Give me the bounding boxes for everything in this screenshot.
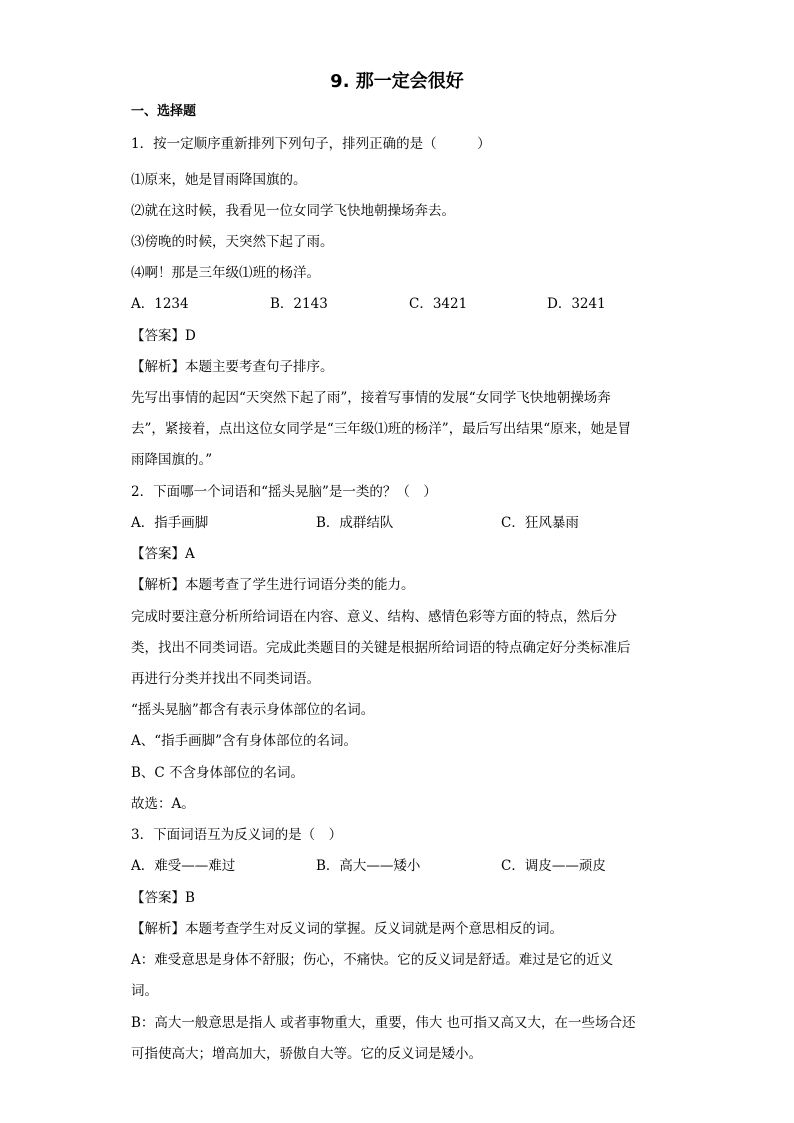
q3-explanation-line-4: 可指使高大；增高加大，骄傲自大等。它的反义词是矮小。 [131,1046,482,1062]
q2-option-b: B．成群结队 [316,515,394,531]
q1-explanation-line-1: 先写出事情的起因“天突然下起了雨”，接着写事情的发展“女同学飞快地朝操场奔 [131,390,611,406]
q1-sentence-1: ⑴原来，她是冒雨降国旗的。 [131,172,307,188]
q2-explanation-line-5: A、“指手画脚”含有身体部位的名词。 [131,733,358,749]
q2-explanation-line-1: 完成时要注意分析所给词语在内容、意义、结构、感情色彩等方面的特点，然后分 [131,609,617,625]
q1-answer: 【答案】D [131,328,196,344]
q2-analysis: 【解析】本题考查了学生进行词语分类的能力。 [131,577,415,593]
q1-sentence-3: ⑶傍晚的时候，天突然下起了雨。 [131,234,334,250]
q2-explanation-line-3: 再进行分类并找出不同类词语。 [131,671,320,687]
q2-option-c: C．狂风暴雨 [501,515,579,531]
q1-option-d: D．3241 [547,296,606,312]
q3-explanation-line-3: B：高大一般意思是指人 或者事物重大，重要，伟大 也可指又高又大，在一些场合还 [131,1015,636,1031]
q3-answer: 【答案】B [131,890,195,906]
q2-explanation-line-6: B、C 不含身体部位的名词。 [131,765,305,781]
page-title: 9. 那一定会很好 [330,71,464,92]
q3-stem: 3．下面词语互为反义词的是（ ） [131,827,343,843]
section-heading: 一、选择题 [131,104,197,119]
q3-explanation-line-1: A：难受意思是身体不舒服；伤心，不痛快。它的反义词是舒适。难过是它的近义 [131,952,614,968]
q1-option-b: B．2143 [270,296,328,312]
q2-explanation-line-7: 故选：A。 [131,796,195,812]
q3-option-c: C．调皮——顽皮 [501,858,606,874]
q1-sentence-2: ⑵就在这时候，我看见一位女同学飞快地朝操场奔去。 [131,203,455,219]
q1-option-a: A．1234 [131,296,189,312]
q1-sentence-4: ⑷啊！那是三年级⑴班的杨洋。 [131,265,320,281]
q2-explanation-line-4: “摇头晃脑”都含有表示身体部位的名词。 [131,702,375,718]
q1-option-c: C．3421 [409,296,468,312]
q2-option-a: A．指手画脚 [131,515,209,531]
q3-explanation-line-2: 词。 [131,983,158,999]
q1-explanation-line-2: 去”，紧接着，点出这位女同学是“三年级⑴班的杨洋”，最后写出结果“原来，她是冒 [131,421,632,437]
q1-explanation-line-3: 雨降国旗的。” [131,452,213,468]
q2-stem: 2．下面哪一个词语和“摇头晃脑”是一类的？（ ） [131,484,437,500]
q2-answer: 【答案】A [131,546,195,562]
q3-analysis: 【解析】本题考查学生对反义词的掌握。反义词就是两个意思相反的词。 [131,921,563,937]
q3-option-b: B．高大——矮小 [316,858,421,874]
q2-explanation-line-2: 类，找出不同类词语。完成此类题目的关键是根据所给词语的特点确定好分类标准后 [131,640,631,656]
q3-option-a: A．难受——难过 [131,858,236,874]
q1-stem: 1．按一定顺序重新排列下列句子，排列正确的是（ ） [131,136,491,152]
q1-analysis: 【解析】本题主要考查句子排序。 [131,359,334,375]
